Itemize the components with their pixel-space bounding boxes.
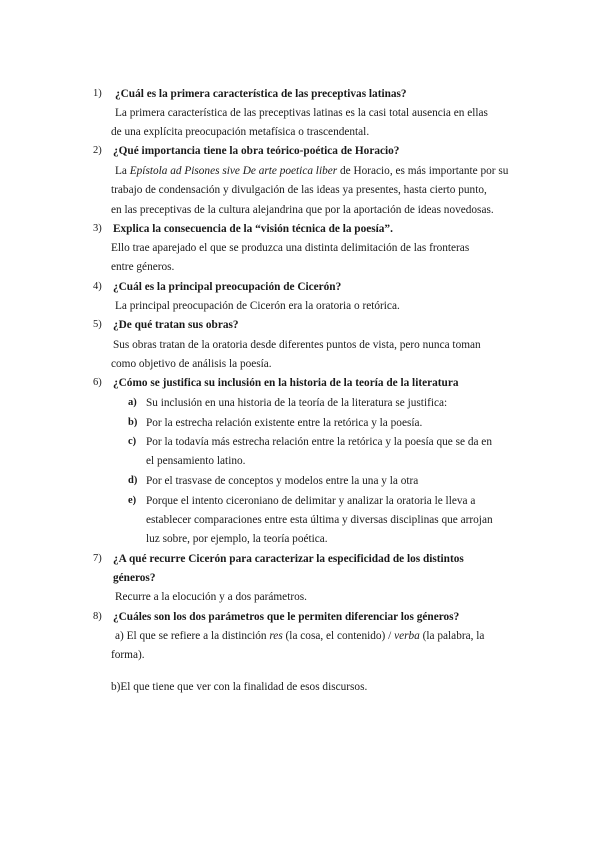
answer-line: La principal preocupación de Cicerón era la oratoria o retórica. xyxy=(115,300,400,312)
question-number: 7) xyxy=(93,553,102,564)
subitem-text: Por la todavía más estrecha relación entre la retórica y la poesía que se da en xyxy=(146,436,492,448)
answer-line: Ello trae aparejado el que se produzca una distinta delimitación de las fronteras xyxy=(111,242,470,254)
subitem-text: Por la estrecha relación existente entre la retórica y la poesía. xyxy=(146,417,423,429)
latin-term: verba xyxy=(394,630,420,642)
question-number: 3) xyxy=(93,223,102,234)
subitem-text: establecer comparaciones entre esta última y diversas disciplinas que arrojan xyxy=(146,514,493,526)
subitem-letter: d) xyxy=(128,475,138,486)
question-title: Explica la consecuencia de la “visión técnica de la poesía”. xyxy=(113,223,393,235)
question-title: ¿Cuál es la primera característica de las preceptivas latinas? xyxy=(115,88,407,100)
question-title: ¿De qué tratan sus obras? xyxy=(113,319,239,331)
answer-line: de una explícita preocupación metafísica o trascendental. xyxy=(111,126,370,138)
subitem-text: luz sobre, por ejemplo, la teoría poética. xyxy=(146,533,328,545)
question-title: ¿Qué importancia tiene la obra teórico-poética de Horacio? xyxy=(113,145,400,157)
answer-line: Recurre a la elocución y a dos parámetros. xyxy=(115,591,307,603)
answer-line xyxy=(115,164,508,178)
subitem-text: Por el trasvase de conceptos y modelos entre la una y la otra xyxy=(146,475,419,487)
answer-line: La primera característica de las preceptivas latinas es la casi total ausencia en ellas xyxy=(115,107,488,119)
subitem-text: Porque el intento ciceroniano de delimitar y analizar la oratoria le lleva a xyxy=(146,495,476,507)
subitem-letter: a) xyxy=(128,397,137,408)
question-number: 1) xyxy=(93,88,102,99)
answer-line: b)El que tiene que ver con la finalidad de esos discursos. xyxy=(111,681,368,693)
subitem-letter: c) xyxy=(128,436,137,447)
answer-line: trabajo de condensación y divulgación de las ideas ya presentes, hasta cierto punto, xyxy=(111,184,487,196)
question-number: 6) xyxy=(93,377,102,388)
question-title: géneros? xyxy=(113,572,156,584)
question-title: ¿Cuáles son los dos parámetros que le permiten diferenciar los géneros? xyxy=(113,611,460,623)
question-number: 5) xyxy=(93,319,102,330)
book-title: Epístola ad Pisones sive De arte poetica liber xyxy=(129,165,338,177)
answer-line: en las preceptivas de la cultura alejandrina que por la aportación de ideas novedosas. xyxy=(111,204,494,216)
answer-line: entre géneros. xyxy=(111,261,175,273)
question-number: 2) xyxy=(93,145,102,156)
question-title: ¿A qué recurre Cicerón para caracterizar la especificidad de los distintos xyxy=(113,553,464,565)
subitem-letter: b) xyxy=(128,417,138,428)
subitem-text: el pensamiento latino. xyxy=(146,455,246,467)
question-title: ¿Cuál es la principal preocupación de Cicerón? xyxy=(113,281,342,293)
answer-line: como objetivo de análisis la poesía. xyxy=(111,358,272,370)
question-title: ¿Cómo se justifica su inclusión en la historia de la teoría de la literatura xyxy=(113,377,459,389)
text-run: (la cosa, el contenido) / xyxy=(282,630,395,642)
question-number: 4) xyxy=(93,281,102,292)
text-run: La xyxy=(115,165,130,177)
text-run: (la palabra, la xyxy=(419,630,485,642)
text-run: a) El que se refiere a la distinción xyxy=(115,630,270,642)
answer-line: Sus obras tratan de la oratoria desde diferentes puntos de vista, pero nunca toman xyxy=(113,339,481,351)
question-number: 8) xyxy=(93,611,102,622)
answer-line: forma). xyxy=(111,649,145,661)
latin-term: res xyxy=(269,630,283,642)
text-run: de Horacio, es más importante por su xyxy=(337,165,509,177)
subitem-text: Su inclusión en una historia de la teoría de la literatura se justifica: xyxy=(146,397,448,409)
subitem-letter: e) xyxy=(128,495,137,506)
answer-line xyxy=(115,629,484,643)
